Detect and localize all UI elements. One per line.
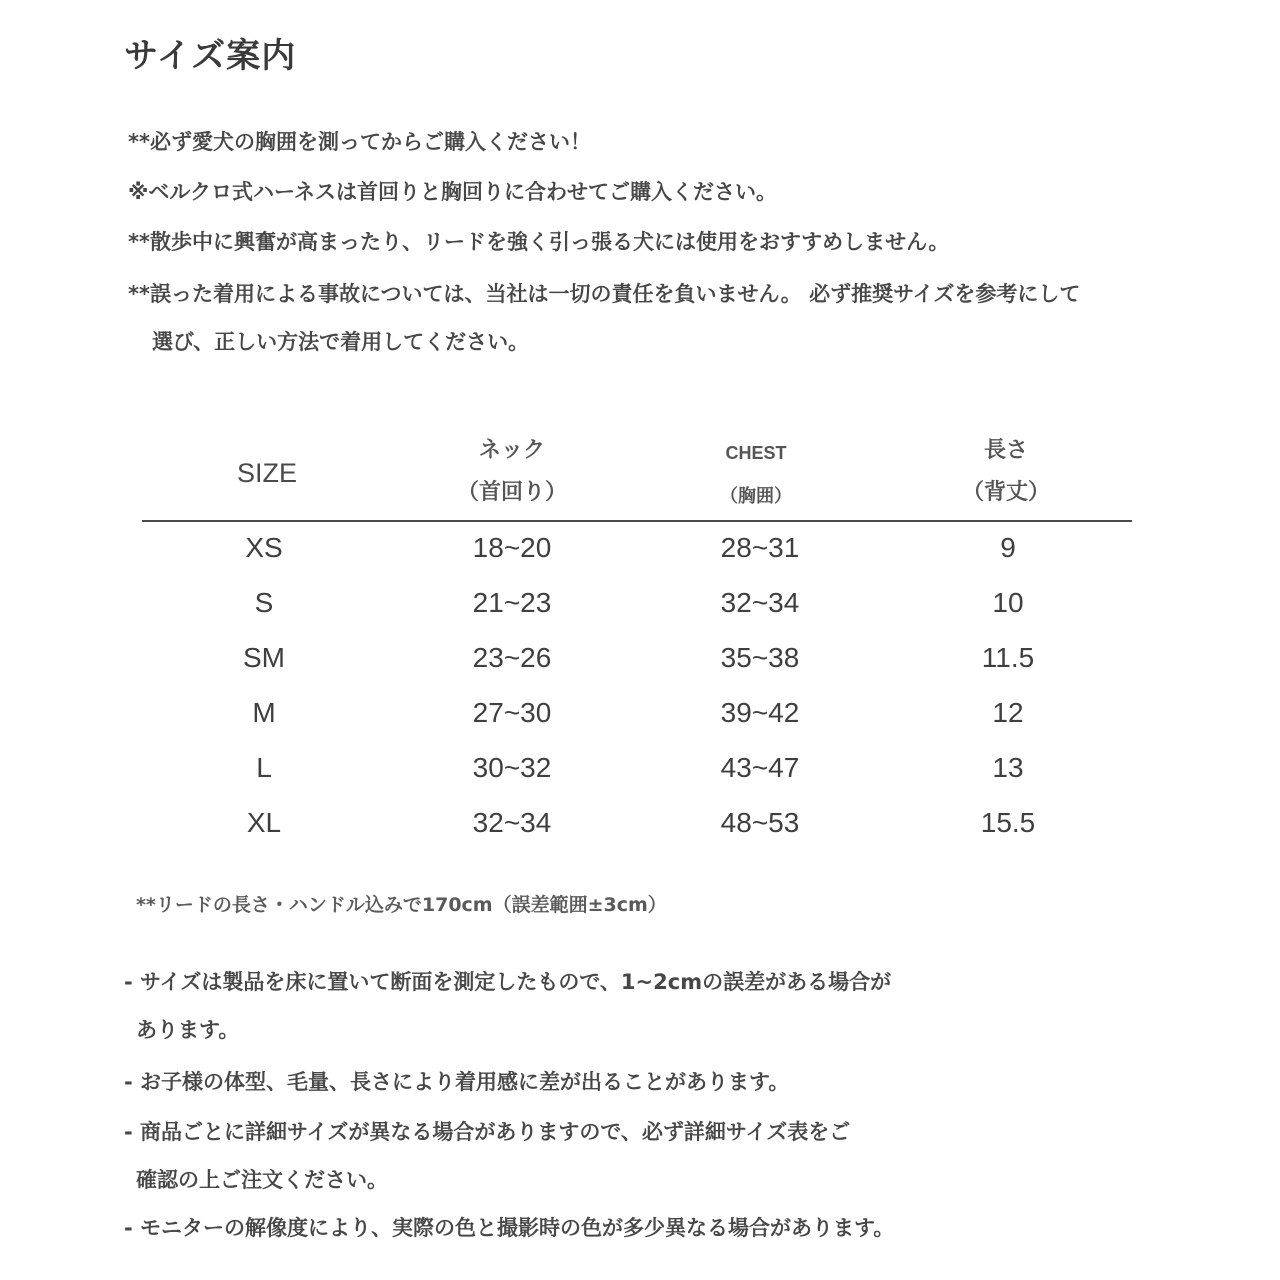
- cell-size: L: [256, 752, 272, 783]
- cell-chest: 43~47: [720, 752, 800, 783]
- note-measurement-error: - サイズは製品を床に置いて断面を測定したもので、1~2cmの誤差がある場合が: [124, 970, 892, 994]
- cell-chest: 35~38: [720, 642, 800, 673]
- note-measure-chest: **必ず愛犬の胸囲を測ってからご購入ください！: [128, 130, 591, 154]
- cell-chest: 39~42: [720, 697, 800, 728]
- cell-neck: 21~23: [472, 587, 552, 618]
- note-measurement-error-cont: あります。: [136, 1018, 240, 1042]
- cell-length: 12: [992, 697, 1024, 728]
- note-size-chart: - 商品ごとに詳細サイズが異なる場合がありますので、必ず詳細サイズ表をご: [124, 1120, 851, 1144]
- cell-length: 11.5: [981, 642, 1035, 673]
- header-length-sub: （背丈）: [961, 480, 1050, 505]
- table-row: [142, 687, 1132, 742]
- table-row: [142, 577, 1132, 632]
- table-row: [142, 632, 1132, 687]
- table-row: [142, 522, 1132, 577]
- cell-neck: 27~30: [472, 697, 552, 728]
- cell-neck: 23~26: [472, 642, 552, 673]
- table-row: [142, 797, 1132, 852]
- cell-size: XS: [245, 532, 283, 563]
- cell-chest: 32~34: [720, 587, 800, 618]
- lead-length-note: **リードの長さ・ハンドル込みで170cm（誤差範囲±3cm）: [136, 894, 667, 916]
- cell-neck: 30~32: [472, 752, 552, 783]
- cell-size: XL: [246, 807, 282, 838]
- cell-length: 15.5: [980, 807, 1036, 838]
- cell-length: 13: [992, 752, 1024, 783]
- header-chest-label: CHEST: [725, 443, 787, 463]
- size-table: [142, 430, 1132, 852]
- header-chest-sub: （胸囲）: [720, 486, 792, 507]
- cell-neck: 18~20: [472, 532, 552, 563]
- note-size-chart-cont: 確認の上ご注文ください。: [136, 1168, 388, 1192]
- cell-size: M: [252, 697, 276, 728]
- cell-chest: 48~53: [720, 807, 800, 838]
- header-length: [906, 436, 1106, 508]
- cell-size: SM: [243, 642, 285, 673]
- note-fit-difference: - お子様の体型、毛量、長さにより着用感に差が出ることがあります。: [124, 1070, 790, 1094]
- cell-neck: 32~34: [472, 807, 552, 838]
- cell-chest: 28~31: [720, 532, 800, 563]
- header-size: SIZE: [236, 458, 297, 488]
- page-title: サイズ案内: [124, 36, 297, 76]
- header-length-label: 長さ: [983, 438, 1028, 463]
- header-neck: [412, 436, 612, 508]
- note-monitor-color: - モニターの解像度により、実際の色と撮影時の色が多少異なる場合があります。: [124, 1216, 895, 1240]
- note-not-recommended: **散歩中に興奮が高まったり、リードを強く引っ張る犬には使用をおすすめしません。: [128, 230, 950, 254]
- cell-size: S: [254, 587, 274, 618]
- cell-length: 9: [1000, 532, 1016, 563]
- note-liability-cont: 選び、正しい方法で着用してください。: [152, 330, 530, 354]
- cell-length: 10: [992, 587, 1024, 618]
- header-neck-sub: （首回り）: [456, 480, 567, 505]
- table-header: [142, 430, 1132, 522]
- note-liability: **誤った着用による事故については、当社は一切の責任を負いません。 必ず推奨サイズを参考にして: [128, 282, 1081, 306]
- note-velcro-harness: ※ベルクロ式ハーネスは首回りと胸回りに合わせてご購入ください。: [128, 180, 777, 204]
- header-neck-label: ネック: [478, 438, 545, 463]
- table-row: [142, 742, 1132, 797]
- header-chest: [656, 438, 856, 512]
